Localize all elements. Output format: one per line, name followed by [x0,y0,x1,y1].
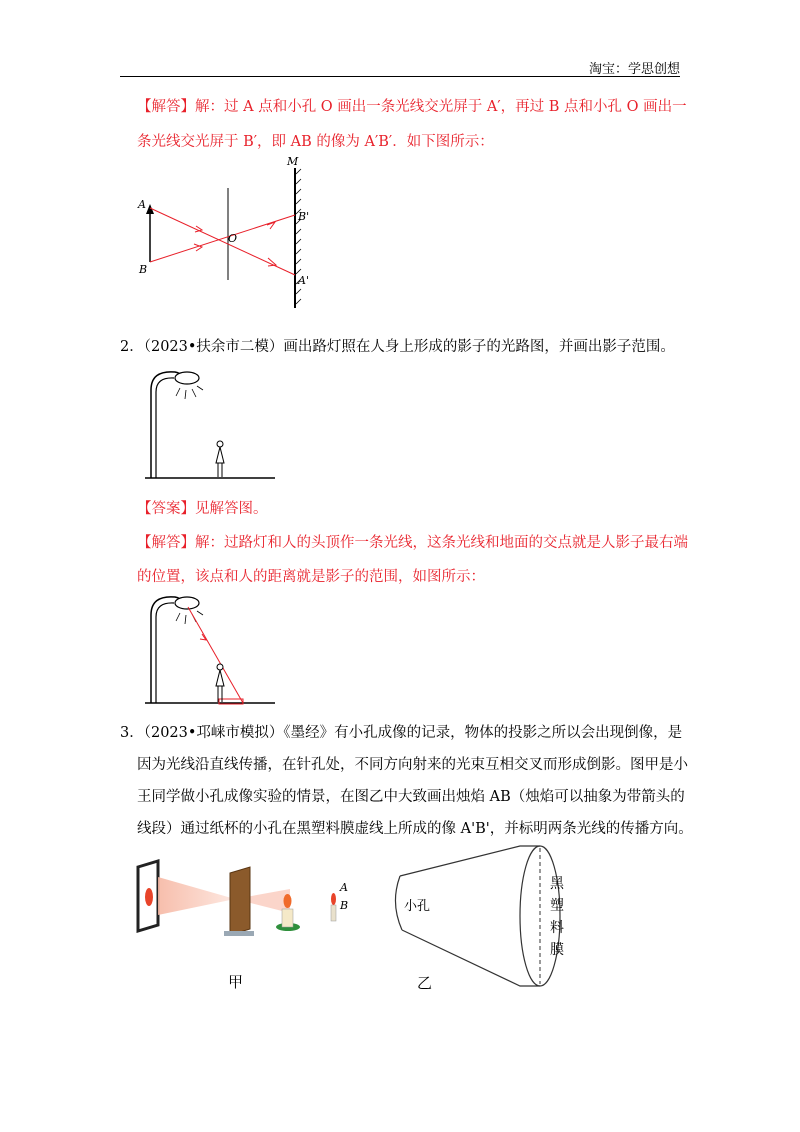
candle-body [282,909,293,927]
label-o: O [228,232,238,245]
q1-solution-line2: 条光线交光屏于 B′，即 AB 的像为 A′B′．如下图所示： [137,134,494,150]
board-stand [224,931,254,936]
q3-line3: 王同学做小孔成像实验的情景，在图乙中大致画出烛焰 AB（烛焰可以抽象为带箭头的 [137,789,685,805]
q3-line2: 因为光线沿直线传播，在针孔处，不同方向射来的光束互相交叉而形成倒影。图甲是小 [137,757,688,773]
label-m: M [287,155,299,168]
person-body [216,447,224,463]
q3-line1: 3．（2023•邛崃市模拟）《墨经》有小孔成像的记录，物体的投影之所以会出现倒像，是 [120,725,683,741]
label-b-image: B' [298,210,310,223]
q2-streetlamp-figure [140,360,280,485]
label-film-2: 塑 [550,898,564,914]
label-a: A [138,198,146,211]
lamp-rays [176,386,203,399]
ray-b-arrow-2 [267,222,275,229]
q2-solution-line1: 【解答】解：过路灯和人的头顶作一条光线，这条光线和地面的交点就是人影子最右端 [137,535,688,551]
label-a-image: A' [298,274,309,287]
cup-rim [520,846,560,986]
q3-fig-jia [130,855,370,1000]
label-a: A [340,881,348,894]
label-b: B [340,899,349,912]
candle-flame [284,894,292,908]
q2-solution-figure [140,585,280,710]
ray-b-to-b-image [150,215,295,262]
pinhole-board [230,867,250,935]
cup-top-edge [400,846,540,876]
person-head [217,441,223,447]
q3-line4: 线段）通过纸杯的小孔在黑塑料膜虚线上所成的像 A'B'，并标明两条光线的传播方向。 [137,821,693,837]
q2-stem: 2．（2023•扶余市二模）画出路灯照在人身上形成的影子的光路图，并画出影子范围。 [120,339,675,355]
beam-left [158,877,235,915]
caption-yi: 乙 [417,974,433,992]
inverted-flame [145,888,153,906]
header-brand: 淘宝：学思创想 [588,62,680,77]
q1-pinhole-diagram [130,150,330,310]
caption-jia: 甲 [228,973,244,991]
label-hole: 小孔 [404,899,431,914]
lamp-head [175,372,199,384]
label-film-4: 膜 [550,942,564,958]
label-film-3: 料 [550,920,564,936]
q1-solution-line1: 【解答】解：过 A 点和小孔 O 画出一条光线交光屏于 A′，再过 B 点和小孔 O 画出一 [137,99,687,115]
q2-solution-line2: 的位置，该点和人的距离就是影子的范围，如图所示： [137,569,485,585]
light-ray [188,607,243,703]
label-b: B [139,263,148,276]
q2-answer: 【答案】见解答图。 [137,501,268,517]
cup-bottom [395,876,402,930]
label-film-1: 黑 [550,876,564,892]
small-candle [331,905,336,921]
header-divider [120,76,680,77]
